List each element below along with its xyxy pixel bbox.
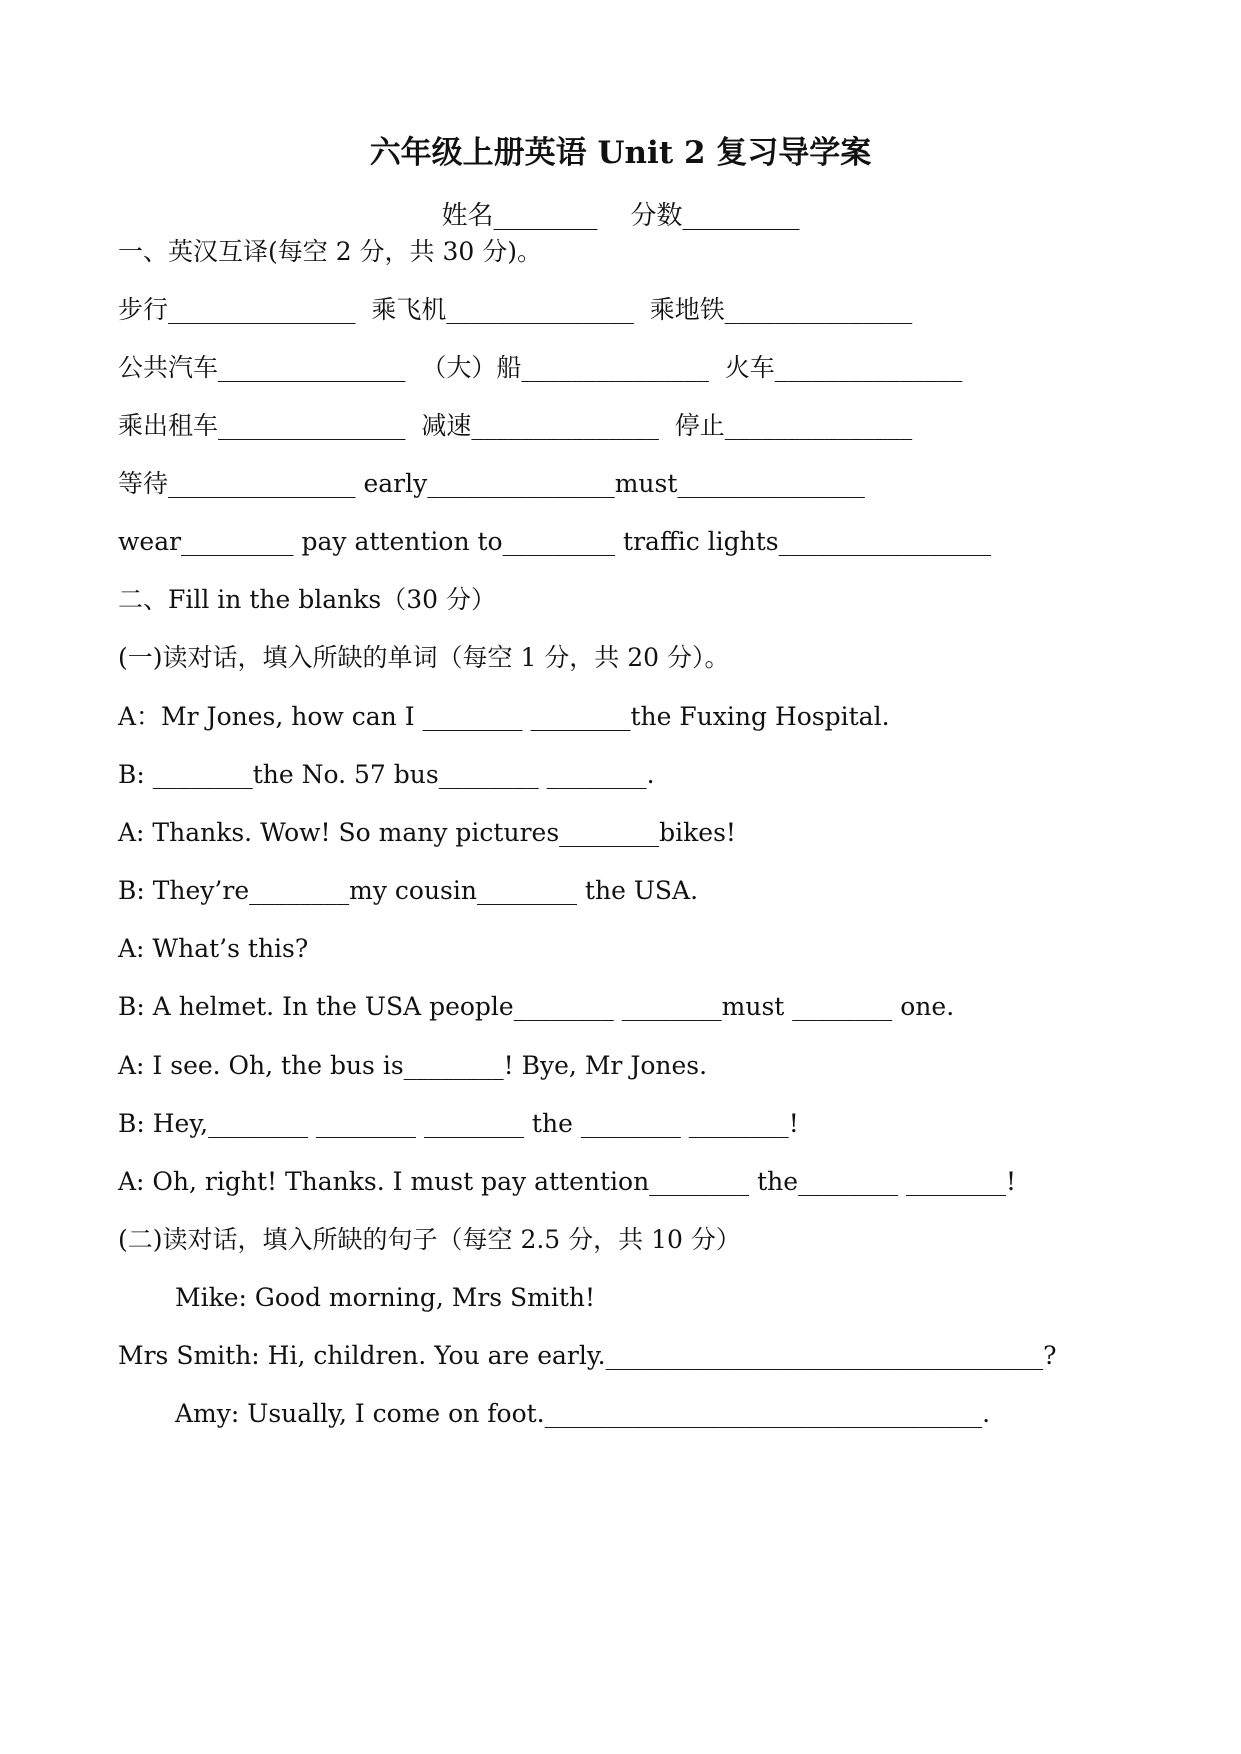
dialogue-line: A: What’s this? xyxy=(118,934,309,963)
dialogue-line: B: Hey,________ ________ ________ the ________ ________! xyxy=(118,1109,799,1138)
translation-row-3: 乘出租车_______________ 减速_______________ 停止_______________ xyxy=(118,411,913,440)
dialogue-line: B: They’re________my cousin________ the USA. xyxy=(118,876,699,905)
page-title: 六年级上册英语 Unit 2 复习导学案 xyxy=(369,135,872,171)
translation-row-1: 步行_______________ 乘飞机_______________ 乘地铁_______________ xyxy=(118,295,913,324)
dialogue-line: Mike: Good morning, Mrs Smith! xyxy=(175,1283,596,1312)
dialogue-line: A：Mr Jones, how can I ________ ________the Fuxing Hospital. xyxy=(118,702,890,731)
part-2-instruction: (二)读对话，填入所缺的句子（每空 2.5 分，共 10 分） xyxy=(118,1225,741,1254)
dialogue-line: Amy: Usually, I come on foot.___________________________________. xyxy=(175,1399,991,1428)
translation-row-2: 公共汽车_______________ （大）船_______________ 火车_______________ xyxy=(118,353,963,382)
section-1-heading: 一、英汉互译(每空 2 分，共 30 分)。 xyxy=(118,237,543,266)
dialogue-line: A: I see. Oh, the bus is________! Bye, Mr Jones. xyxy=(118,1051,708,1080)
section-2-heading: 二、Fill in the blanks（30 分） xyxy=(118,585,496,614)
dialogue-line: A: Oh, right! Thanks. I must pay attention________ the________ ________! xyxy=(118,1167,1017,1196)
translation-row-5: wear_________ pay attention to_________ traffic lights_________________ xyxy=(118,527,992,556)
part-1-instruction: (一)读对话，填入所缺的单词（每空 1 分，共 20 分）。 xyxy=(118,643,730,672)
dialogue-line: B: A helmet. In the USA people________ ________must ________ one. xyxy=(118,992,955,1021)
name-score-line: 姓名________ 分数_________ xyxy=(441,201,800,231)
dialogue-line: A: Thanks. Wow! So many pictures________bikes! xyxy=(118,818,736,847)
dialogue-line: B: ________the No. 57 bus________ ________. xyxy=(118,760,655,789)
dialogue-line: Mrs Smith: Hi, children. You are early.___________________________________? xyxy=(118,1341,1057,1370)
translation-row-4: 等待_______________ early_______________must_______________ xyxy=(118,469,865,498)
